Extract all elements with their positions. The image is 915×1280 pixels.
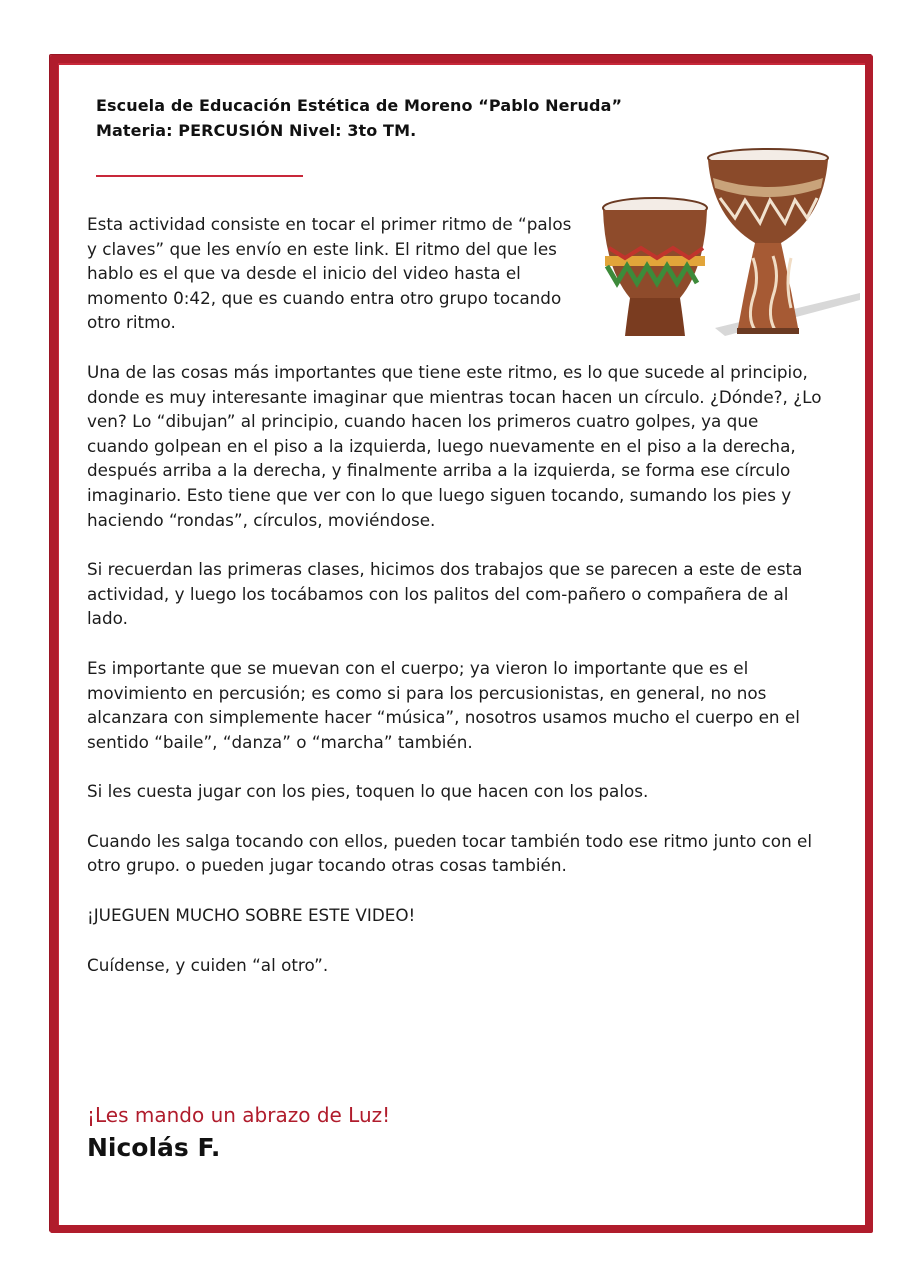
paragraph-movement: Es importante que se muevan con el cuerpo; ya vieron lo importante que es el movimiento en percusión; es como si para los percusionistas, en general, no nos alcanzara con simplemente hacer “música”, nosotros usamos mucho el cuerpo en el sentido “baile”, “danza” o “marcha” también. — [87, 657, 800, 752]
paragraph-play: ¡JUEGUEN MUCHO SOBRE ESTE VIDEO! — [87, 905, 416, 926]
paragraph-feet: Si les cuesta jugar con los pies, toquen lo que hacen con los palos. — [87, 781, 649, 802]
signature-greeting: ¡Les mando un abrazo de Luz! — [87, 1103, 391, 1127]
paragraph-care: Cuídense, y cuiden “al otro”. — [87, 954, 329, 975]
subject-level: Materia: PERCUSIÓN Nivel: 3to TM. — [96, 121, 417, 140]
paragraph-circle: Una de las cosas más importantes que tiene este ritmo, es lo que sucede al principio, donde es muy interesante imaginar que mientras tocan hacen un círculo. ¿Dónde?, ¿Lo ven? Lo “dibujan” al principio, cuando hacen los primeros cuatro golpes, ya que cuando golpean en el piso a la izquierda, luego nuevamente en el piso a la derecha, después arriba a la derecha, y finalmente arriba a la izquierda, se forma ese círculo imaginario. Esto tiene que ver con lo que luego siguen tocando, sumando los pies y haciendo “rondas”, círculos, moviéndose. — [87, 361, 822, 530]
signature-name: Nicolás F. — [87, 1133, 221, 1162]
paragraph-first-classes: Si recuerdan las primeras clases, hicimos dos trabajos que se parecen a este de esta actividad, y luego los tocábamos con los palitos del com-pañero o compañera de al lado. — [87, 559, 803, 629]
school-name: Escuela de Educación Estética de Moreno “Pablo Neruda” — [96, 96, 623, 115]
paragraph-other-group: Cuando les salga tocando con ellos, pueden tocar también todo ese ritmo junto con el otro grupo. o pueden jugar tocando otras cosas también. — [87, 830, 813, 876]
paragraph-intro: Esta actividad consiste en tocar el primer ritmo de “palos y claves” que les envío en este link. El ritmo del que les hablo es el que va desde el inicio del video hasta el momento 0:42, que es cuando entra otro grupo tocando otro ritmo. — [87, 214, 572, 333]
document-header — [96, 93, 622, 143]
activity-body — [87, 212, 822, 1002]
header-divider — [96, 175, 303, 177]
